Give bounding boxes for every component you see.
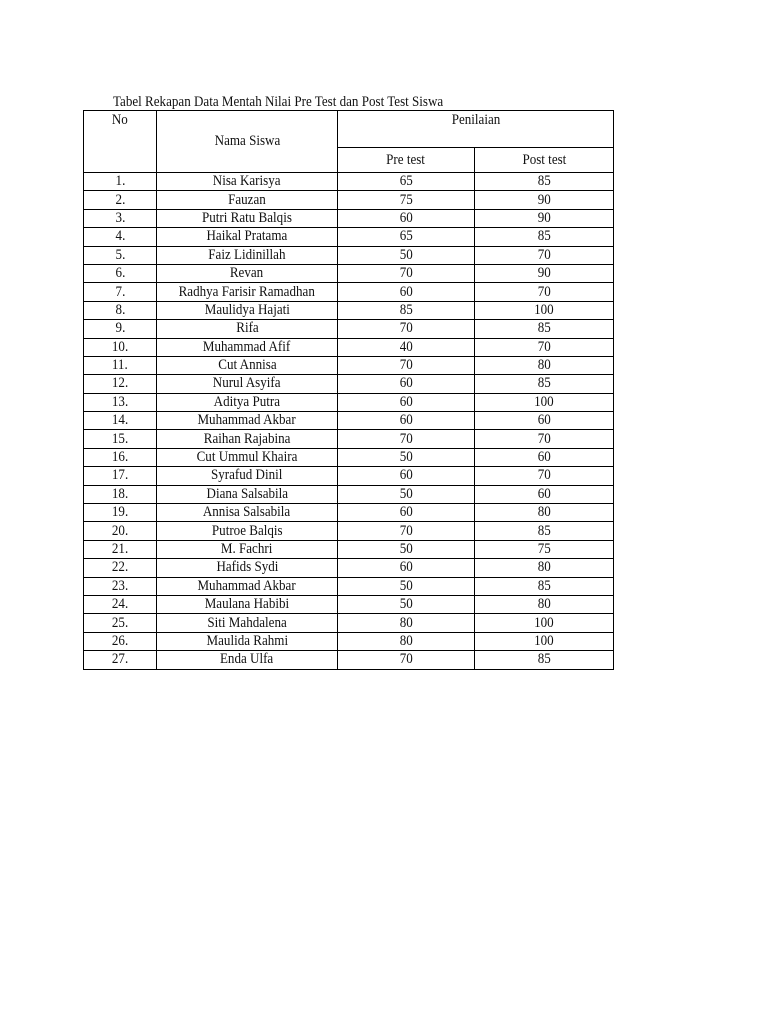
cell-pre-test: 60 — [338, 209, 475, 227]
cell-post-test: 90 — [475, 209, 614, 227]
cell-name: Nurul Asyifa — [157, 375, 338, 393]
cell-no: 24. — [84, 595, 157, 613]
cell-no: 27. — [84, 651, 157, 669]
cell-no: 10. — [84, 338, 157, 356]
cell-pre-test: 60 — [338, 559, 475, 577]
cell-post-test: 90 — [475, 191, 614, 209]
cell-pre-test: 50 — [338, 485, 475, 503]
cell-no: 3. — [84, 209, 157, 227]
cell-no: 5. — [84, 246, 157, 264]
cell-name: M. Fachri — [157, 540, 338, 558]
table-row — [84, 393, 614, 411]
cell-post-test: 85 — [475, 320, 614, 338]
table-row — [84, 522, 614, 540]
table-row — [84, 228, 614, 246]
cell-no: 23. — [84, 577, 157, 595]
table-row — [84, 540, 614, 558]
cell-pre-test: 50 — [338, 246, 475, 264]
cell-post-test: 70 — [475, 338, 614, 356]
header-no: No — [84, 111, 157, 173]
table-row — [84, 301, 614, 319]
cell-name: Raihan Rajabina — [157, 430, 338, 448]
cell-post-test: 100 — [475, 301, 614, 319]
cell-name: Cut Annisa — [157, 356, 338, 374]
cell-no: 14. — [84, 412, 157, 430]
table-row — [84, 173, 614, 191]
cell-name: Fauzan — [157, 191, 338, 209]
cell-no: 6. — [84, 264, 157, 282]
header-post-test: Post test — [475, 148, 614, 173]
header-pre-test: Pre test — [338, 148, 475, 173]
table-row — [84, 320, 614, 338]
cell-name: Annisa Salsabila — [157, 504, 338, 522]
score-table — [83, 110, 614, 670]
cell-no: 17. — [84, 467, 157, 485]
cell-post-test: 80 — [475, 559, 614, 577]
cell-post-test: 60 — [475, 485, 614, 503]
cell-post-test: 70 — [475, 467, 614, 485]
cell-pre-test: 50 — [338, 448, 475, 466]
cell-no: 8. — [84, 301, 157, 319]
table-body — [84, 173, 614, 670]
table-row — [84, 504, 614, 522]
table-row — [84, 191, 614, 209]
cell-pre-test: 65 — [338, 173, 475, 191]
cell-pre-test: 50 — [338, 540, 475, 558]
cell-name: Maulida Rahmi — [157, 632, 338, 650]
cell-pre-test: 50 — [338, 577, 475, 595]
cell-name: Faiz Lidinillah — [157, 246, 338, 264]
table-row — [84, 283, 614, 301]
cell-post-test: 60 — [475, 448, 614, 466]
table-row — [84, 614, 614, 632]
table-header — [84, 111, 614, 173]
cell-post-test: 80 — [475, 504, 614, 522]
cell-post-test: 60 — [475, 412, 614, 430]
cell-name: Siti Mahdalena — [157, 614, 338, 632]
cell-name: Putroe Balqis — [157, 522, 338, 540]
table-row — [84, 485, 614, 503]
table-caption: Tabel Rekapan Data Mentah Nilai Pre Test dan Post Test Siswa — [113, 94, 444, 110]
cell-pre-test: 70 — [338, 522, 475, 540]
cell-pre-test: 70 — [338, 651, 475, 669]
cell-pre-test: 70 — [338, 356, 475, 374]
cell-post-test: 90 — [475, 264, 614, 282]
cell-post-test: 80 — [475, 595, 614, 613]
header-penilaian: Penilaian — [338, 111, 614, 148]
cell-pre-test: 60 — [338, 504, 475, 522]
cell-name: Rifa — [157, 320, 338, 338]
cell-no: 9. — [84, 320, 157, 338]
cell-name: Haikal Pratama — [157, 228, 338, 246]
table-row — [84, 356, 614, 374]
cell-no: 15. — [84, 430, 157, 448]
cell-post-test: 80 — [475, 356, 614, 374]
table-row — [84, 264, 614, 282]
cell-pre-test: 85 — [338, 301, 475, 319]
cell-no: 4. — [84, 228, 157, 246]
table-row — [84, 338, 614, 356]
cell-post-test: 85 — [475, 651, 614, 669]
cell-name: Enda Ulfa — [157, 651, 338, 669]
cell-name: Hafids Sydi — [157, 559, 338, 577]
cell-no: 16. — [84, 448, 157, 466]
cell-pre-test: 65 — [338, 228, 475, 246]
cell-name: Muhammad Afif — [157, 338, 338, 356]
cell-name: Diana Salsabila — [157, 485, 338, 503]
cell-no: 19. — [84, 504, 157, 522]
table-row — [84, 430, 614, 448]
cell-post-test: 85 — [475, 173, 614, 191]
header-name: Nama Siswa — [157, 111, 338, 173]
cell-post-test: 70 — [475, 430, 614, 448]
cell-no: 25. — [84, 614, 157, 632]
table-row — [84, 467, 614, 485]
cell-name: Revan — [157, 264, 338, 282]
cell-post-test: 100 — [475, 632, 614, 650]
table-row — [84, 412, 614, 430]
cell-no: 26. — [84, 632, 157, 650]
cell-pre-test: 80 — [338, 614, 475, 632]
cell-pre-test: 70 — [338, 264, 475, 282]
table-row — [84, 559, 614, 577]
table-row — [84, 209, 614, 227]
cell-post-test: 70 — [475, 246, 614, 264]
table-row — [84, 448, 614, 466]
cell-name: Putri Ratu Balqis — [157, 209, 338, 227]
cell-post-test: 70 — [475, 283, 614, 301]
cell-post-test: 85 — [475, 228, 614, 246]
cell-pre-test: 60 — [338, 375, 475, 393]
cell-post-test: 100 — [475, 393, 614, 411]
cell-name: Maulana Habibi — [157, 595, 338, 613]
header-row-1 — [84, 111, 614, 148]
cell-name: Aditya Putra — [157, 393, 338, 411]
cell-name: Radhya Farisir Ramadhan — [157, 283, 338, 301]
cell-pre-test: 40 — [338, 338, 475, 356]
cell-no: 7. — [84, 283, 157, 301]
table-row — [84, 632, 614, 650]
cell-pre-test: 80 — [338, 632, 475, 650]
cell-post-test: 85 — [475, 577, 614, 595]
table-row — [84, 651, 614, 669]
cell-name: Muhammad Akbar — [157, 412, 338, 430]
cell-name: Nisa Karisya — [157, 173, 338, 191]
cell-no: 13. — [84, 393, 157, 411]
cell-no: 18. — [84, 485, 157, 503]
cell-post-test: 85 — [475, 522, 614, 540]
cell-no: 22. — [84, 559, 157, 577]
cell-name: Syrafud Dinil — [157, 467, 338, 485]
cell-pre-test: 60 — [338, 283, 475, 301]
cell-name: Maulidya Hajati — [157, 301, 338, 319]
cell-pre-test: 60 — [338, 412, 475, 430]
cell-pre-test: 70 — [338, 430, 475, 448]
cell-post-test: 100 — [475, 614, 614, 632]
table-row — [84, 577, 614, 595]
cell-name: Cut Ummul Khaira — [157, 448, 338, 466]
cell-no: 12. — [84, 375, 157, 393]
cell-pre-test: 60 — [338, 393, 475, 411]
cell-no: 21. — [84, 540, 157, 558]
cell-pre-test: 70 — [338, 320, 475, 338]
cell-post-test: 75 — [475, 540, 614, 558]
cell-no: 1. — [84, 173, 157, 191]
table-row — [84, 375, 614, 393]
cell-no: 20. — [84, 522, 157, 540]
cell-no: 11. — [84, 356, 157, 374]
table-row — [84, 246, 614, 264]
cell-name: Muhammad Akbar — [157, 577, 338, 595]
table-row — [84, 595, 614, 613]
cell-post-test: 85 — [475, 375, 614, 393]
cell-no: 2. — [84, 191, 157, 209]
cell-pre-test: 60 — [338, 467, 475, 485]
cell-pre-test: 75 — [338, 191, 475, 209]
cell-pre-test: 50 — [338, 595, 475, 613]
